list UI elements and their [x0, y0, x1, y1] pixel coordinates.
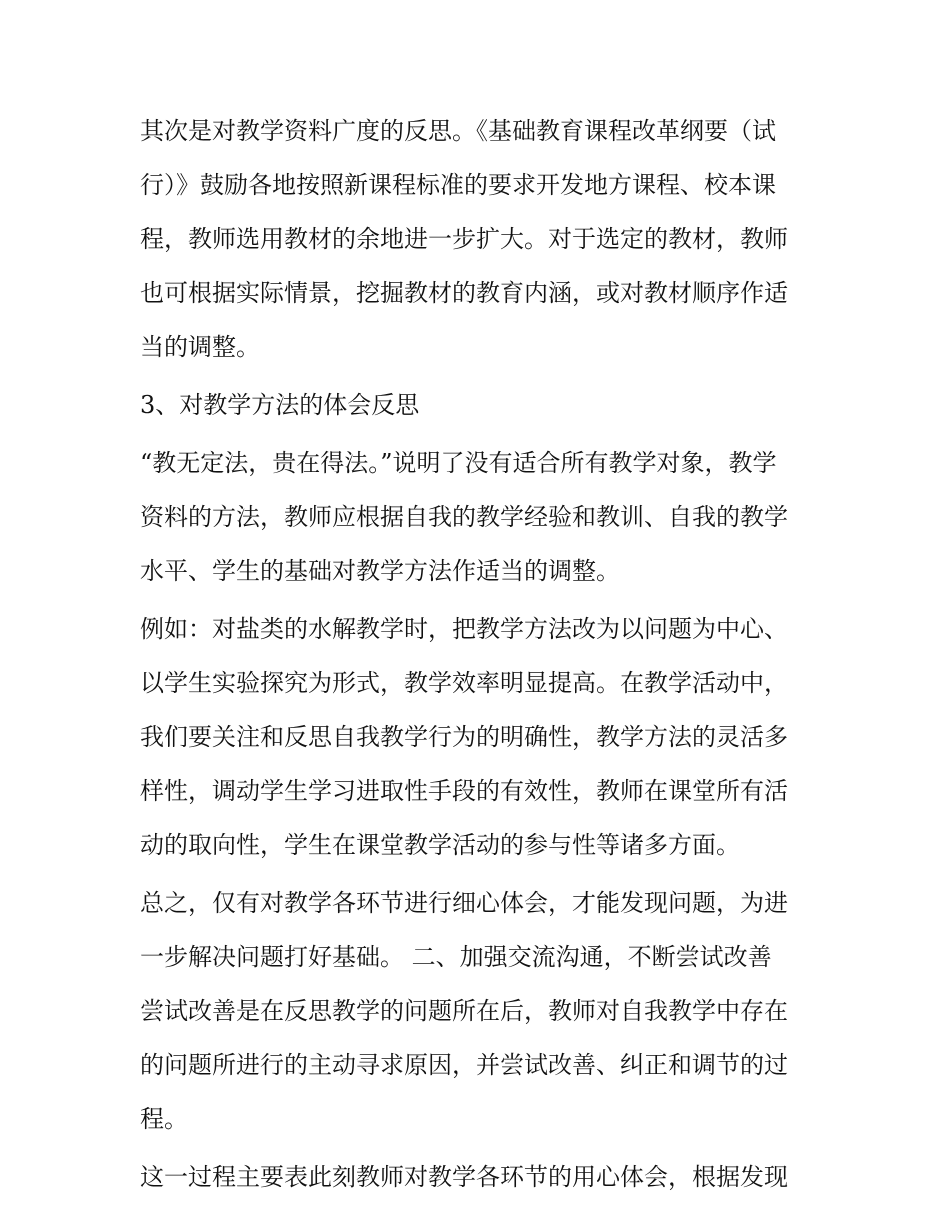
paragraph-process — [140, 1150, 812, 1204]
text-line: 我们要关注和反思自我教学行为的明确性，教学方法的灵活多 — [140, 723, 788, 751]
heading-line: 3、对教学方法的体会反思 — [140, 391, 420, 419]
text-line: 行）》鼓励各地按照新课程标准的要求开发地方课程、校本课 — [140, 171, 776, 199]
text-line: 程。 — [140, 1105, 188, 1133]
text-line: 动的取向性，学生在课堂教学活动的参与性等诸多方面。 — [140, 831, 740, 859]
document-body — [140, 104, 812, 1208]
text-line: 当的调整。 — [140, 333, 260, 361]
text-line: 其次是对教学资料广度的反思。《基础教育课程改革纲要（试 — [140, 117, 776, 145]
paragraph-teaching-material-breadth — [140, 104, 812, 374]
paragraph-teaching-method — [140, 436, 812, 598]
text-line: 例如：对盐类的水解教学时，把教学方法改为以问题为中心、 — [140, 615, 788, 643]
text-line: 资料的方法，教师应根据自我的教学经验和教训、自我的教学 — [140, 503, 788, 531]
paragraph-summary — [140, 876, 812, 1146]
text-line: 以学生实验探究为形式，教学效率明显提高。在教学活动中， — [140, 669, 788, 697]
section-heading-teaching-method — [140, 378, 812, 432]
text-line: 水平、学生的基础对教学方法作适当的调整。 — [140, 557, 620, 585]
text-line: 的问题所进行的主动寻求原因，并尝试改善、纠正和调节的过 — [140, 1051, 788, 1079]
text-line: 尝试改善是在反思教学的问题所在后，教师对自我教学中存在 — [140, 997, 788, 1025]
text-line: 一步解决问题打好基础。 二、加强交流沟通，不断尝试改善 — [140, 943, 772, 971]
text-line: 这一过程主要表此刻教师对教学各环节的用心体会，根据发现 — [140, 1163, 788, 1191]
text-line: 也可根据实际情景，挖掘教材的教育内涵，或对教材顺序作适 — [140, 279, 788, 307]
paragraph-example — [140, 602, 812, 872]
text-line: 样性，调动学生学习进取性手段的有效性，教师在课堂所有活 — [140, 777, 788, 805]
text-line: “教无定法，贵在得法。”说明了没有适合所有教学对象，教学 — [140, 449, 777, 477]
text-line: 程，教师选用教材的余地进一步扩大。对于选定的教材，教师 — [140, 225, 788, 253]
text-line: 总之，仅有对教学各环节进行细心体会，才能发现问题，为进 — [140, 889, 788, 917]
